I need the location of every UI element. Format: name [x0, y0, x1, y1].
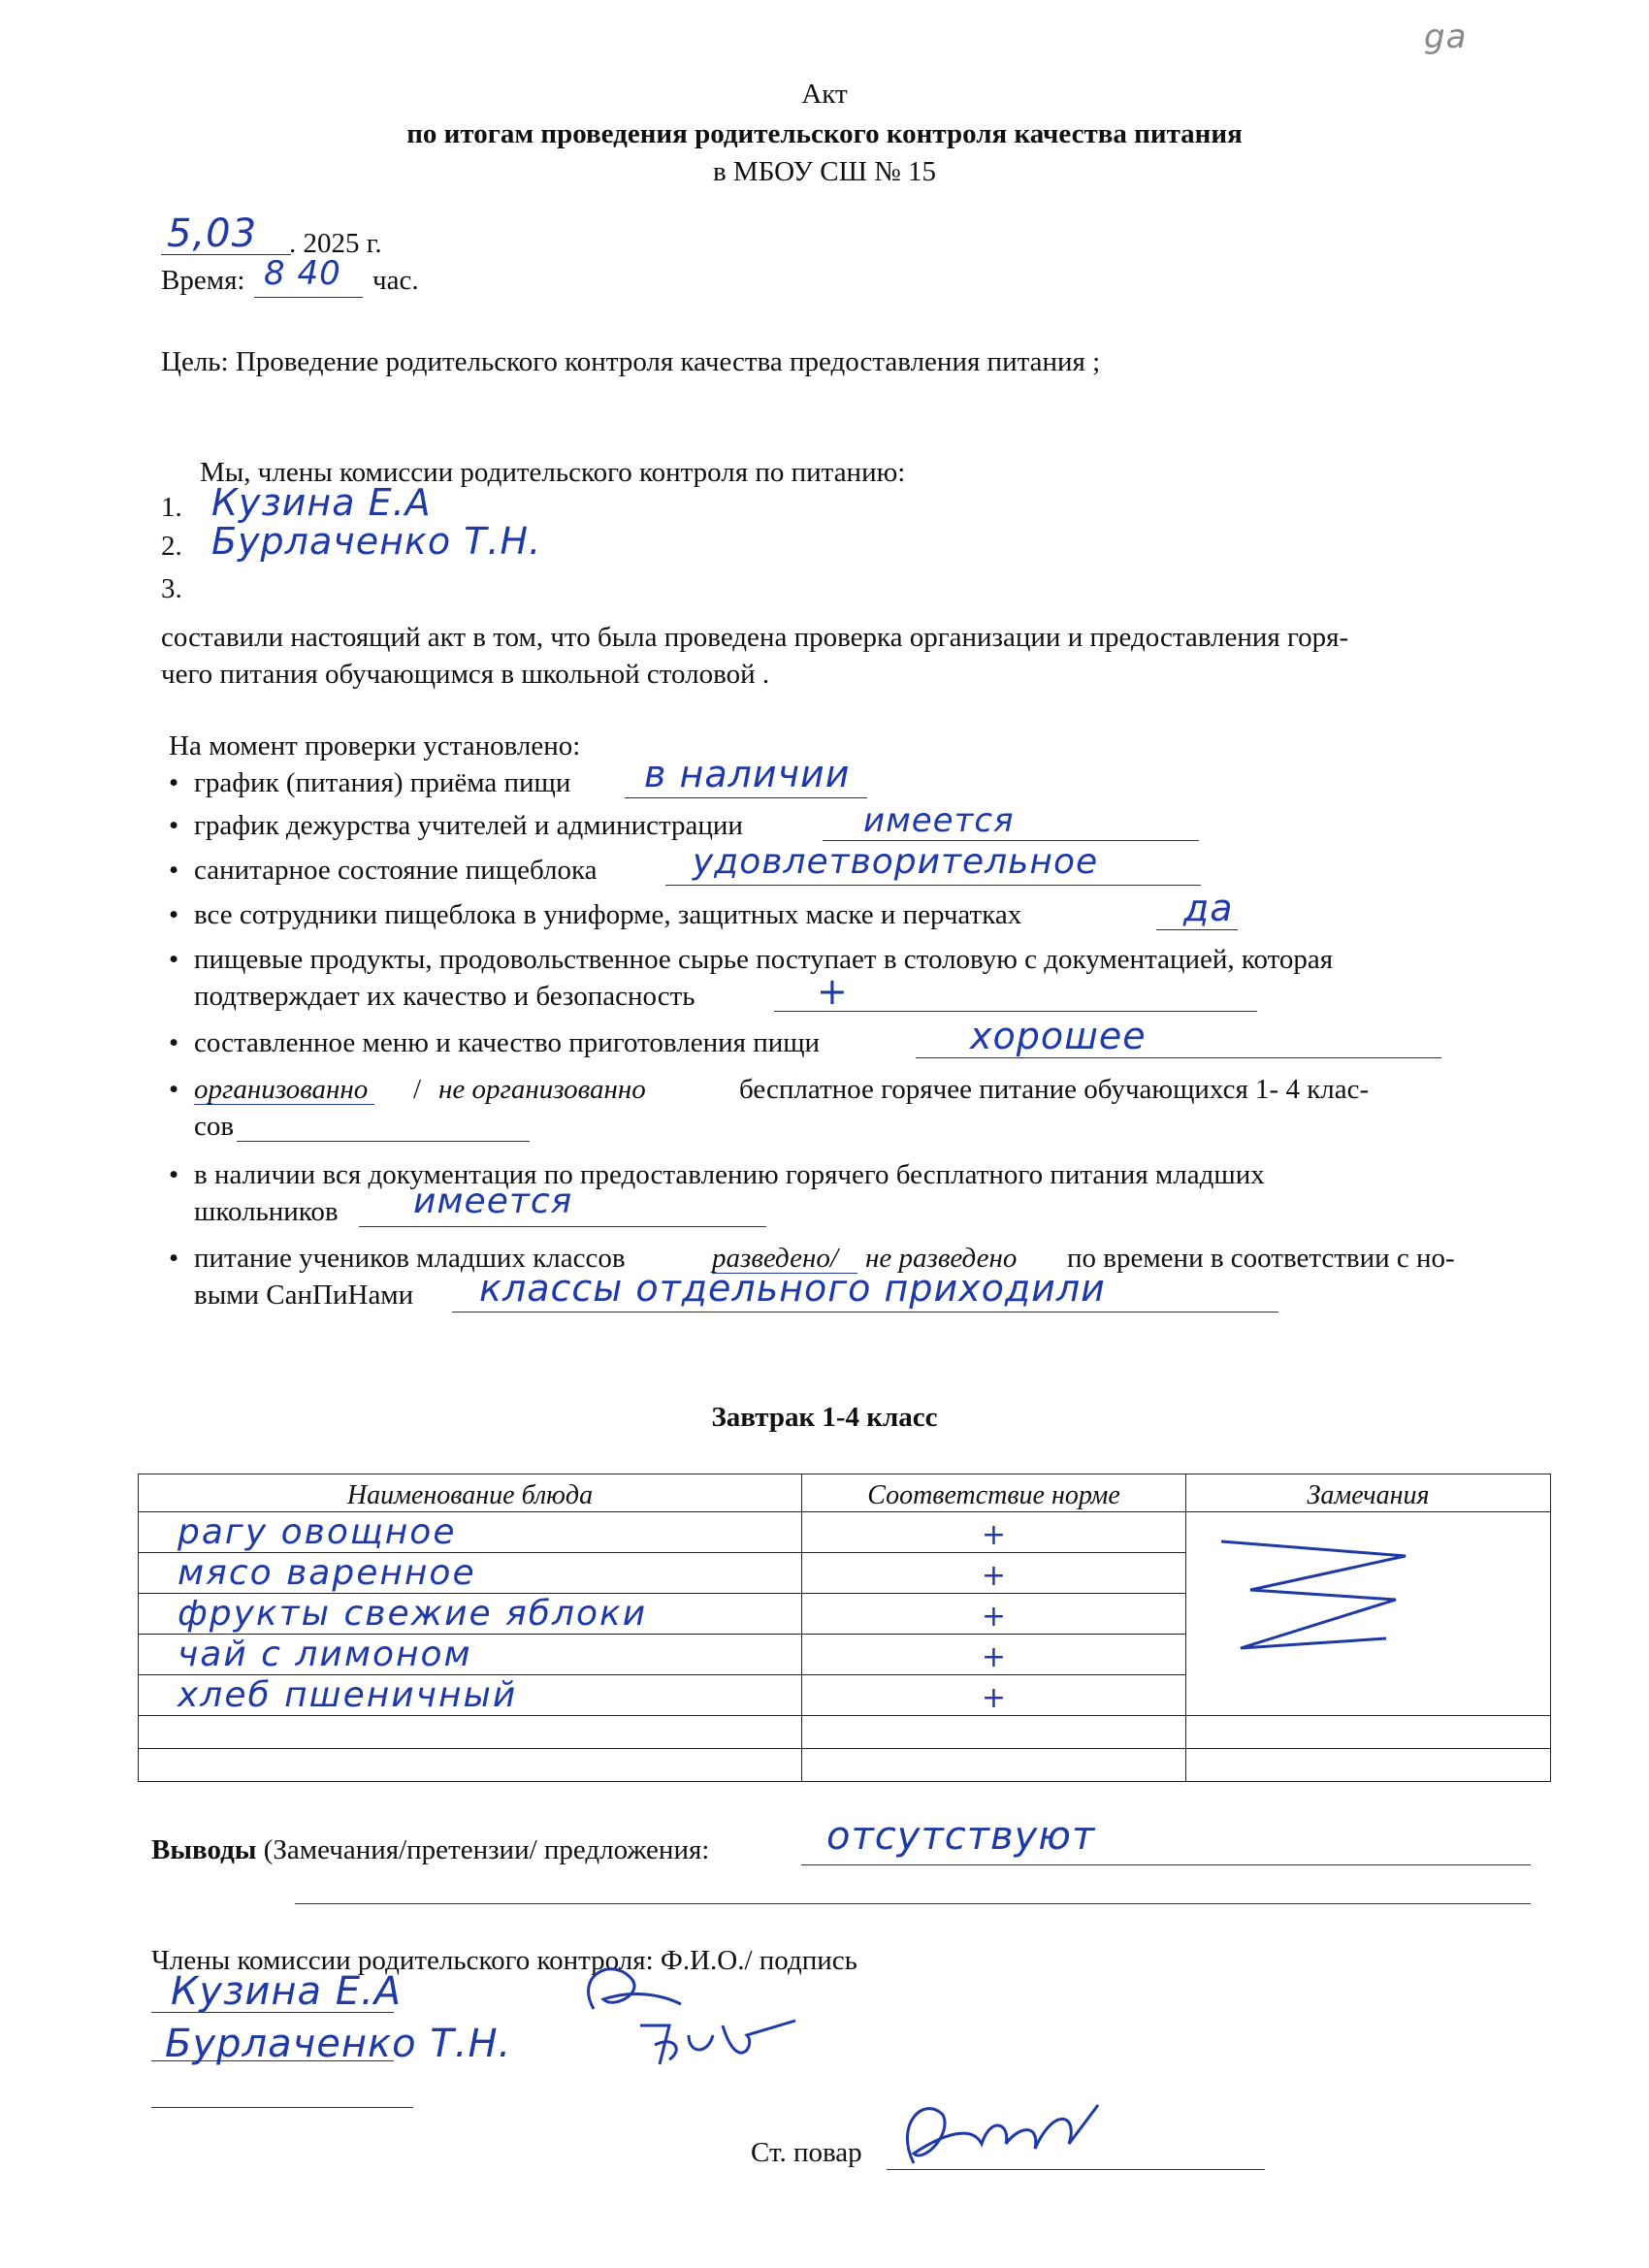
signature-underline-3 [151, 2107, 413, 2108]
dish-cell [139, 1635, 802, 1675]
signatures-intro: Члены комиссии родительского контроля: Ф.И.О./ подпись [151, 1945, 857, 1976]
check-2-underline [823, 840, 1199, 841]
members-intro: Мы, члены комиссии родительского контроля по питанию: [200, 457, 906, 488]
check-7-option-organized: организованно [194, 1074, 369, 1105]
compliance-cell: + [802, 1675, 1186, 1716]
check-3-answer: удовлетворительное [693, 842, 1099, 882]
compliance-cell: + [802, 1594, 1186, 1635]
dish-cell [139, 1749, 802, 1782]
check-bullet: • [169, 899, 179, 930]
time-label: Время: [161, 265, 245, 296]
dish-cell [139, 1512, 802, 1553]
chef-label: Ст. повар [751, 2137, 862, 2168]
check-8-underline [359, 1226, 766, 1227]
dish-name: фрукты свежие яблоки [178, 1594, 648, 1634]
table-row [139, 1512, 1551, 1553]
remarks-cell [1186, 1512, 1551, 1716]
time-suffix: час. [372, 265, 419, 296]
check-8-answer: имеется [413, 1182, 573, 1221]
member-num-2: 2. [161, 531, 182, 562]
table-header: Соответствие норме [802, 1474, 1186, 1512]
compliance-cell: + [802, 1635, 1186, 1675]
check-1-text: график (питания) приёма пищи [194, 767, 571, 798]
check-3-text: санитарное состояние пищеблока [194, 855, 598, 886]
conclusions-answer: отсутствуют [826, 1814, 1096, 1859]
check-8-text-2: школьников [194, 1196, 339, 1227]
member-name-2: Бурлаченко Т.Н. [211, 520, 542, 563]
check-4-answer: да [1183, 887, 1234, 929]
school-name: в МБОУ СШ № 15 [712, 156, 937, 187]
check-5-text-2: подтверждает их качество и безопасность [194, 981, 695, 1012]
check-8-text: в наличии вся документация по предоставлению горячего бесплатного питания младших [194, 1159, 1265, 1190]
breakfast-title: Завтрак 1-4 класс [711, 1402, 938, 1433]
check-5-answer: + [817, 970, 849, 1013]
conclusions-underline-1 [801, 1864, 1531, 1865]
compliance-cell: + [802, 1553, 1186, 1594]
dish-cell [139, 1553, 802, 1594]
check-6-text: составленное меню и качество приготовления пищи [194, 1027, 821, 1058]
check-1-underline [625, 797, 867, 798]
check-3-underline [665, 885, 1201, 886]
conclusions-label [151, 1833, 709, 1866]
check-bullet: • [169, 810, 179, 841]
signature-name-2: Бурлаченко Т.Н. [165, 2022, 512, 2066]
check-9-option-separated: разведено/ [712, 1243, 838, 1274]
corner-mark: ga [1424, 17, 1468, 56]
dish-cell [139, 1716, 802, 1749]
table-header: Наименование блюда [139, 1474, 802, 1512]
dish-name: рагу овощное [178, 1512, 457, 1552]
remarks-cell [1186, 1749, 1551, 1782]
dish-name: мясо варенное [178, 1553, 476, 1593]
dish-cell [139, 1594, 802, 1635]
check-9-option-not-separated: не разведено [865, 1243, 1018, 1274]
check-bullet: • [169, 944, 179, 975]
member-name-1: Кузина Е.А [211, 481, 432, 524]
signature-name-1: Кузина Е.А [171, 1969, 403, 2014]
goal-text: Цель: Проведение родительского контроля качества предоставления питания ; [161, 346, 1101, 377]
check-bullet: • [169, 1159, 179, 1190]
time-handwritten: 8 40 [264, 254, 341, 293]
compliance-cell [802, 1749, 1186, 1782]
statement-line-2: чего питания обучающимся в школьной столовой . [161, 659, 770, 690]
check-7-underline [237, 1141, 530, 1142]
check-bullet: • [169, 1074, 179, 1105]
check-9-text-b: по времени в соответствии с но- [1067, 1243, 1455, 1274]
compliance-cell: + [802, 1512, 1186, 1553]
check-9-text-a: питание учеников младших классов [194, 1243, 626, 1274]
statement-line-1: составили настоящий акт в том, что была проведена проверка организации и предоставления горя- [161, 622, 1349, 653]
conclusions-label-bold: Выводы [151, 1834, 257, 1865]
signature-scribble-icon [630, 2006, 805, 2084]
dish-cell [139, 1675, 802, 1716]
check-bullet: • [169, 1243, 179, 1274]
check-7-text: бесплатное горячее питание обучающихся 1- 4 клас- [739, 1074, 1370, 1105]
check-1-answer: в наличии [644, 753, 851, 795]
time-underline [254, 297, 363, 298]
remarks-cell [1186, 1716, 1551, 1749]
member-num-3: 3. [161, 573, 182, 604]
check-bullet: • [169, 855, 179, 886]
check-7-separator: / [413, 1074, 422, 1105]
check-6-answer: хорошее [970, 1015, 1147, 1057]
date-year: . 2025 г. [289, 228, 382, 259]
checks-intro: На момент проверки установлено: [169, 730, 581, 761]
check-5-text: пищевые продукты, продовольственное сырье поступает в столовую с документацией, которая [194, 944, 1334, 975]
page-subtitle: по итогам проведения родительского контроля качества питания [406, 118, 1243, 149]
page-title: Акт [801, 79, 848, 110]
check-2-answer: имеется [863, 801, 1015, 840]
check-4-text: все сотрудники пищеблока в униформе, защитных маске и перчатках [194, 899, 1022, 930]
strikethrough-scribble-icon [1212, 1522, 1425, 1668]
date-handwritten: 5,03 [167, 211, 258, 256]
conclusions-label-rest: (Замечания/претензии/ предложения: [256, 1834, 710, 1865]
check-9-answer: классы отдельного приходили [479, 1267, 1106, 1310]
check-7-option-underline [194, 1104, 374, 1105]
conclusions-underline-2 [295, 1903, 1531, 1904]
check-2-text: график дежурства учителей и администрации [194, 810, 743, 841]
check-6-underline [916, 1057, 1441, 1058]
member-num-1: 1. [161, 492, 182, 523]
check-4-underline [1156, 929, 1238, 930]
table-row [139, 1716, 1551, 1749]
compliance-cell [802, 1716, 1186, 1749]
table-header-row [139, 1474, 1551, 1512]
check-bullet: • [169, 767, 179, 798]
chef-signature-scribble-icon [885, 2086, 1117, 2183]
dish-name: хлеб пшеничный [178, 1675, 518, 1715]
check-9-text-2: выми СанПиНами [194, 1280, 414, 1311]
table-row [139, 1749, 1551, 1782]
check-7-text-2: сов [194, 1111, 235, 1142]
table-header: Замечания [1186, 1474, 1551, 1512]
dish-name: чай с лимоном [178, 1635, 472, 1674]
check-7-option-not-organized: не организованно [438, 1074, 646, 1105]
check-bullet: • [169, 1027, 179, 1058]
breakfast-table [138, 1474, 1551, 1782]
